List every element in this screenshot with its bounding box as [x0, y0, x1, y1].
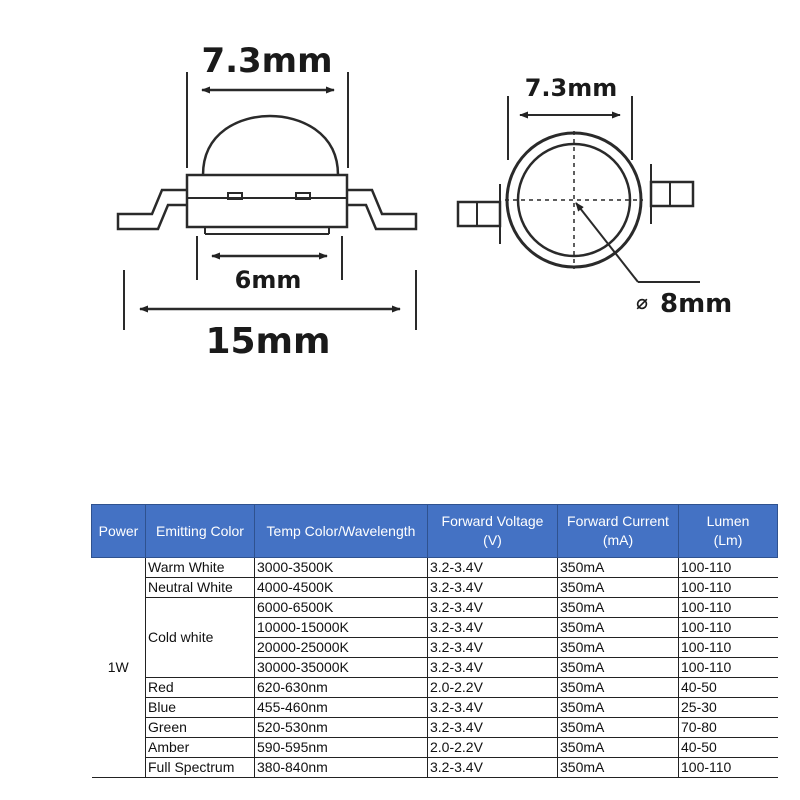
- table-row: [92, 678, 778, 698]
- color-cell: Warm White: [146, 558, 255, 578]
- header-forward-voltage: Forward Voltage (V): [428, 505, 558, 558]
- temp-cell: 455-460nm: [255, 698, 428, 718]
- lumen-cell: 100-110: [679, 618, 778, 638]
- top-view-right-terminal: [651, 182, 693, 206]
- current-cell: 350mA: [558, 738, 679, 758]
- table-row: [92, 578, 778, 598]
- color-cell: Full Spectrum: [146, 758, 255, 778]
- dim-top-width: 7.3mm: [524, 74, 618, 102]
- current-cell: 350mA: [558, 758, 679, 778]
- lumen-cell: 25-30: [679, 698, 778, 718]
- dim-side-top-width: 7.3mm: [201, 41, 333, 81]
- table-header-row: [92, 505, 778, 558]
- temp-cell: 4000-4500K: [255, 578, 428, 598]
- voltage-cell: 2.0-2.2V: [428, 738, 558, 758]
- side-view-right-lead: [347, 190, 416, 229]
- side-view-body: [187, 175, 347, 227]
- top-view-left-terminal: [458, 202, 500, 226]
- lumen-cell: 100-110: [679, 558, 778, 578]
- lumen-cell: 100-110: [679, 638, 778, 658]
- power-cell: 1W: [92, 558, 146, 778]
- current-cell: 350mA: [558, 618, 679, 638]
- voltage-cell: 3.2-3.4V: [428, 598, 558, 618]
- dim-diameter-symbol: ⌀: [636, 290, 649, 314]
- voltage-cell: 3.2-3.4V: [428, 758, 558, 778]
- temp-cell: 590-595nm: [255, 738, 428, 758]
- dim-diameter-value: 8mm: [660, 289, 733, 319]
- color-cell: Neutral White: [146, 578, 255, 598]
- header-temp-wavelength: Temp Color/Wavelength: [255, 505, 428, 558]
- lumen-cell: 100-110: [679, 578, 778, 598]
- current-cell: 350mA: [558, 598, 679, 618]
- temp-cell: 380-840nm: [255, 758, 428, 778]
- side-view: [118, 41, 416, 362]
- temp-cell: 520-530nm: [255, 718, 428, 738]
- temp-cell: 6000-6500K: [255, 598, 428, 618]
- table-row: [92, 738, 778, 758]
- side-view-left-lead: [118, 190, 187, 229]
- current-cell: 350mA: [558, 718, 679, 738]
- current-cell: 350mA: [558, 578, 679, 598]
- dim-side-total-width: 15mm: [205, 321, 331, 362]
- header-emitting-color: Emitting Color: [146, 505, 255, 558]
- table-row: [92, 698, 778, 718]
- lumen-cell: 70-80: [679, 718, 778, 738]
- temp-cell: 620-630nm: [255, 678, 428, 698]
- header-forward-current: Forward Current (mA): [558, 505, 679, 558]
- voltage-cell: 3.2-3.4V: [428, 618, 558, 638]
- lumen-cell: 100-110: [679, 658, 778, 678]
- header-lumen: Lumen (Lm): [679, 505, 778, 558]
- temp-cell: 3000-3500K: [255, 558, 428, 578]
- color-cell: Blue: [146, 698, 255, 718]
- spec-table: [91, 504, 778, 778]
- top-view: [458, 74, 732, 319]
- color-cell: Amber: [146, 738, 255, 758]
- current-cell: 350mA: [558, 658, 679, 678]
- voltage-cell: 3.2-3.4V: [428, 718, 558, 738]
- table-row: [92, 718, 778, 738]
- voltage-cell: 2.0-2.2V: [428, 678, 558, 698]
- table-row: [92, 758, 778, 778]
- lumen-cell: 40-50: [679, 678, 778, 698]
- lumen-cell: 40-50: [679, 738, 778, 758]
- table-row: [92, 558, 778, 578]
- table-row: [92, 598, 778, 618]
- temp-cell: 10000-15000K: [255, 618, 428, 638]
- top-view-lens: [518, 144, 630, 256]
- lumen-cell: 100-110: [679, 758, 778, 778]
- lumen-cell: 100-110: [679, 598, 778, 618]
- color-cell: Cold white: [146, 598, 255, 678]
- current-cell: 350mA: [558, 638, 679, 658]
- header-power: Power: [92, 505, 146, 558]
- current-cell: 350mA: [558, 698, 679, 718]
- color-cell: Green: [146, 718, 255, 738]
- current-cell: 350mA: [558, 558, 679, 578]
- voltage-cell: 3.2-3.4V: [428, 658, 558, 678]
- side-view-lens: [203, 116, 338, 175]
- voltage-cell: 3.2-3.4V: [428, 638, 558, 658]
- color-cell: Red: [146, 678, 255, 698]
- temp-cell: 20000-25000K: [255, 638, 428, 658]
- voltage-cell: 3.2-3.4V: [428, 558, 558, 578]
- temp-cell: 30000-35000K: [255, 658, 428, 678]
- dim-side-inner-width: 6mm: [234, 266, 302, 294]
- voltage-cell: 3.2-3.4V: [428, 698, 558, 718]
- voltage-cell: 3.2-3.4V: [428, 578, 558, 598]
- current-cell: 350mA: [558, 678, 679, 698]
